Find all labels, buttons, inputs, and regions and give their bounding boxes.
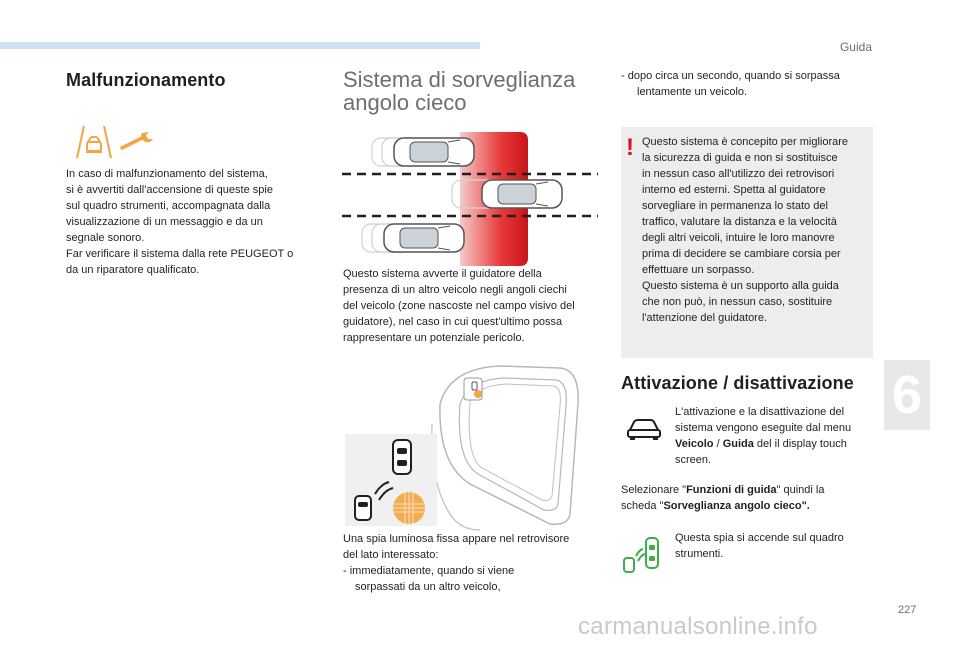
side-mirror-illustration [430, 364, 590, 532]
blind-spot-heading [343, 68, 575, 114]
text-line: traffico, valutare la distanza e la velocità [642, 216, 837, 228]
watermark: carmanualsonline.info [578, 613, 818, 640]
text-line: effettuare un sorpasso. [642, 264, 755, 276]
blind-spot-description [343, 266, 613, 346]
menu-name-driving: Guida [722, 438, 754, 450]
bullet-2 [621, 68, 881, 100]
blind-spot-diagram [342, 128, 598, 270]
text-line: Questa spia si accende sul quadro [675, 532, 844, 544]
car-middle [482, 180, 562, 208]
separator: / [713, 438, 723, 450]
text-line: In caso di malfunzionamento del sistema, [66, 168, 268, 180]
menu-name-blind-spot: Sorveglianza angolo cieco". [663, 500, 810, 512]
car-bottom [384, 224, 464, 252]
warning-exclamation-icon: ! [626, 134, 634, 161]
text-line: sistema vengono eseguite dal menu [675, 422, 852, 434]
bullet-line: - dopo circa un secondo, quando si sorpassa [621, 70, 840, 82]
text-line: rappresentare un potenziale pericolo. [343, 332, 525, 344]
text-line: Questo sistema è concepito per migliorare [642, 136, 849, 148]
blind-spot-lamp-icon [620, 536, 664, 574]
bullet-line: - immediatamente, quando si viene [343, 565, 515, 577]
text-line: Questo sistema è un supporto alla guida [642, 280, 839, 292]
text-fragment: del il display touch [753, 438, 847, 450]
text-fragment: Selezionare " [621, 484, 687, 496]
lamp-on-text [675, 530, 875, 562]
text-line: Far verificare il sistema dalla rete PEUGEOT o [66, 248, 294, 260]
text-line: si è avvertiti dall'accensione di queste spie [66, 184, 273, 196]
chapter-tab [884, 360, 930, 430]
text-line: l'attenzione del guidatore. [642, 312, 768, 324]
wrench-icon [120, 130, 156, 152]
text-fragment: " quindi la [776, 484, 825, 496]
text-line: del lato interessato: [343, 549, 439, 561]
text-line: sorvegliare in permanenza lo stato del [642, 200, 828, 212]
heading-line: angolo cieco [343, 90, 467, 115]
text-line: segnale sonoro. [66, 232, 145, 244]
text-line: L'attivazione e la disattivazione del [675, 406, 845, 418]
text-line: che non può, in nessun caso, sostituire [642, 296, 833, 308]
malfunction-text [66, 166, 326, 278]
text-line: la sicurezza di guida e non si sostituisce [642, 152, 838, 164]
header-accent-bar [0, 42, 480, 49]
menu-name-driving-functions: Funzioni di guida [686, 484, 777, 496]
bullet-line: sorpassati da un altro veicolo, [355, 581, 501, 593]
text-line: strumenti. [675, 548, 724, 560]
text-line: Questo sistema avverte il guidatore della [343, 268, 542, 280]
chapter-number: 6 [891, 365, 923, 425]
text-line [621, 482, 881, 498]
page-number: 227 [898, 604, 917, 616]
text-line: prima di decidere se cambiare corsia per [642, 248, 841, 260]
text-line: degli altri veicoli, intuire le loro manovre [642, 232, 835, 244]
text-line: interno ed esterni. Spetta al guidatore [642, 184, 826, 196]
car-menu-icon [627, 418, 661, 440]
warning-text [642, 134, 872, 326]
text-line: guidatore), nel caso in cui quest'ultimo possa [343, 316, 563, 328]
text-line: visualizzazione di un messaggio e da un [66, 216, 263, 228]
text-line: in nessun caso all'utilizzo dei retrovisori [642, 168, 835, 180]
car-top [394, 138, 474, 166]
heading-line: Sistema di sorveglianza [343, 67, 576, 92]
section-title: Guida [839, 40, 872, 54]
text-line [675, 436, 875, 452]
text-line [621, 498, 881, 514]
activation-heading: Attivazione / disattivazione [621, 373, 854, 393]
text-line: screen. [675, 454, 712, 466]
text-line: sul quadro strumenti, accompagnata dalla [66, 200, 271, 212]
text-line: da un riparatore qualificato. [66, 264, 200, 276]
menu-name-vehicle: Veicolo [675, 438, 714, 450]
select-instructions [621, 482, 881, 514]
lamp-description [343, 531, 613, 595]
text-line: del veicolo (zone nascoste nel campo visivo del [343, 300, 575, 312]
text-fragment: scheda " [621, 500, 664, 512]
lamp-zoom-illustration [345, 434, 437, 526]
bullet-line: lentamente un veicolo. [637, 86, 748, 98]
lane-warning-icon [74, 124, 114, 160]
activation-text [675, 404, 875, 468]
text-line: presenza di un altro veicolo negli angoli ciechi [343, 284, 567, 296]
text-line: Una spia luminosa fissa appare nel retrovisore [343, 533, 570, 545]
malfunction-heading: Malfunzionamento [66, 70, 226, 90]
